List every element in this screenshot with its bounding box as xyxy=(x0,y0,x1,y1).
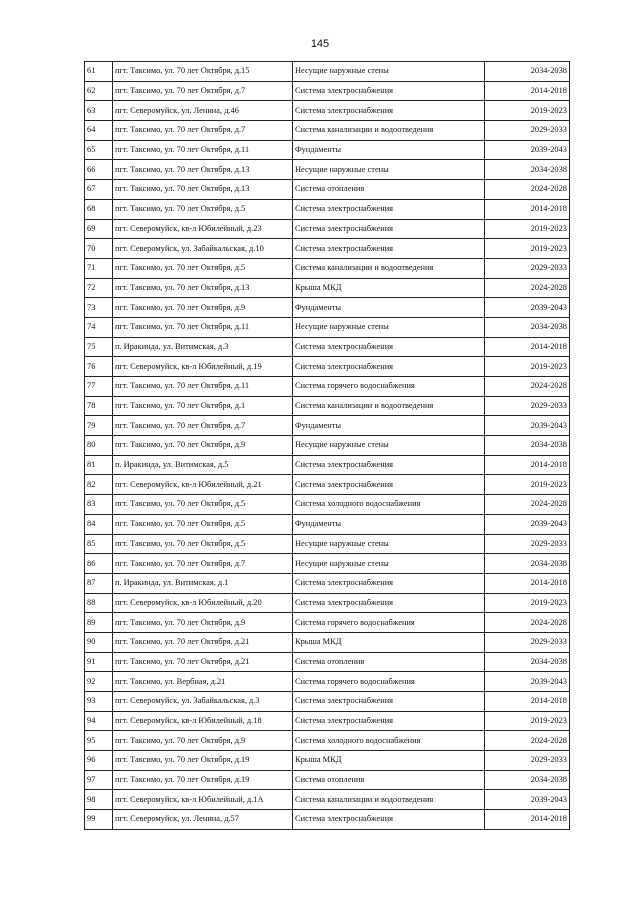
table-row xyxy=(85,337,570,357)
building-system-cell: Несущие наружные стены xyxy=(293,317,485,337)
address-cell: пгт. Северомуйск, ул. Забайкальская, д.3 xyxy=(113,692,293,712)
address-cell: пгт. Таксимо, ул. 70 лет Октября, д.19 xyxy=(113,751,293,771)
building-system-cell: Фундаменты xyxy=(293,416,485,436)
building-system-cell: Система канализации и водоотведения xyxy=(293,790,485,810)
repair-period-cell: 2029-2033 xyxy=(485,121,570,141)
row-number-cell: 71 xyxy=(85,258,113,278)
building-system-cell: Система горячего водоснабжения xyxy=(293,377,485,397)
repair-period-cell: 2024-2028 xyxy=(485,180,570,200)
table-row xyxy=(85,81,570,101)
repair-period-cell: 2024-2028 xyxy=(485,731,570,751)
repair-period-cell: 2034-2038 xyxy=(485,317,570,337)
repair-period-cell: 2034-2038 xyxy=(485,160,570,180)
table-row xyxy=(85,770,570,790)
address-cell: пгт. Северомуйск, ул. Ленина, д.46 xyxy=(113,101,293,121)
building-system-cell: Несущие наружные стены xyxy=(293,534,485,554)
address-cell: пгт. Таксимо, ул. 70 лет Октября, д.9 xyxy=(113,436,293,456)
building-system-cell: Система отопления xyxy=(293,180,485,200)
address-cell: пгт. Северомуйск, ул. Ленина, д.57 xyxy=(113,810,293,830)
row-number-cell: 80 xyxy=(85,436,113,456)
repair-period-cell: 2024-2028 xyxy=(485,377,570,397)
address-cell: пгт. Таксимо, ул. 70 лет Октября, д.21 xyxy=(113,632,293,652)
row-number-cell: 79 xyxy=(85,416,113,436)
row-number-cell: 64 xyxy=(85,121,113,141)
building-system-cell: Система отопления xyxy=(293,652,485,672)
building-system-cell: Система электроснабжения xyxy=(293,810,485,830)
building-system-cell: Крыша МКД xyxy=(293,751,485,771)
repair-period-cell: 2029-2033 xyxy=(485,632,570,652)
address-cell: пгт. Таксимо, ул. 70 лет Октября, д.9 xyxy=(113,613,293,633)
repair-period-cell: 2014-2018 xyxy=(485,81,570,101)
row-number-cell: 98 xyxy=(85,790,113,810)
address-cell: пгт. Таксимо, ул. 70 лет Октября, д.19 xyxy=(113,770,293,790)
table-row xyxy=(85,711,570,731)
table-row xyxy=(85,377,570,397)
address-cell: пгт. Таксимо, ул. 70 лет Октября, д.11 xyxy=(113,140,293,160)
building-system-cell: Крыша МКД xyxy=(293,278,485,298)
row-number-cell: 91 xyxy=(85,652,113,672)
repair-period-cell: 2019-2023 xyxy=(485,219,570,239)
row-number-cell: 87 xyxy=(85,573,113,593)
address-cell: пгт. Таксимо, ул. 70 лет Октября, д.5 xyxy=(113,514,293,534)
table-row xyxy=(85,160,570,180)
address-cell: пгт. Северомуйск, кв-л Юбилейный, д.1А xyxy=(113,790,293,810)
row-number-cell: 74 xyxy=(85,317,113,337)
table-row xyxy=(85,613,570,633)
address-cell: пгт. Таксимо, ул. 70 лет Октября, д.7 xyxy=(113,121,293,141)
address-cell: пгт. Таксимо, ул. 70 лет Октября, д.9 xyxy=(113,298,293,318)
address-cell: пгт. Северомуйск, кв-л Юбилейный, д.23 xyxy=(113,219,293,239)
table-row xyxy=(85,810,570,830)
repair-period-cell: 2019-2023 xyxy=(485,239,570,259)
table-row xyxy=(85,554,570,574)
table-row xyxy=(85,239,570,259)
address-cell: пгт. Таксимо, ул. 70 лет Октября, д.5 xyxy=(113,534,293,554)
row-number-cell: 88 xyxy=(85,593,113,613)
address-cell: пгт. Таксимо, ул. 70 лет Октября, д.13 xyxy=(113,180,293,200)
row-number-cell: 81 xyxy=(85,455,113,475)
address-cell: пгт. Северомуйск, кв-л Юбилейный, д.20 xyxy=(113,593,293,613)
building-system-cell: Система электроснабжения xyxy=(293,199,485,219)
repair-period-cell: 2039-2043 xyxy=(485,298,570,318)
address-cell: пгт. Таксимо, ул. Вербная, д.21 xyxy=(113,672,293,692)
address-cell: пгт. Таксимо, ул. 70 лет Октября, д.5 xyxy=(113,258,293,278)
building-system-cell: Система холодного водоснабжения xyxy=(293,731,485,751)
address-cell: пгт. Таксимо, ул. 70 лет Октября, д.13 xyxy=(113,160,293,180)
row-number-cell: 95 xyxy=(85,731,113,751)
table-row xyxy=(85,357,570,377)
row-number-cell: 83 xyxy=(85,495,113,515)
repair-period-cell: 2034-2038 xyxy=(485,554,570,574)
table-row xyxy=(85,632,570,652)
building-system-cell: Система электроснабжения xyxy=(293,711,485,731)
row-number-cell: 99 xyxy=(85,810,113,830)
building-system-cell: Система электроснабжения xyxy=(293,455,485,475)
row-number-cell: 67 xyxy=(85,180,113,200)
building-system-cell: Система электроснабжения xyxy=(293,573,485,593)
address-cell: пгт. Северомуйск, кв-л Юбилейный, д.21 xyxy=(113,475,293,495)
table-row xyxy=(85,62,570,82)
address-cell: пгт. Таксимо, ул. 70 лет Октября, д.7 xyxy=(113,81,293,101)
row-number-cell: 66 xyxy=(85,160,113,180)
repair-schedule-table xyxy=(84,61,570,830)
repair-period-cell: 2039-2043 xyxy=(485,672,570,692)
table-row xyxy=(85,751,570,771)
repair-period-cell: 2014-2018 xyxy=(485,692,570,712)
repair-period-cell: 2029-2033 xyxy=(485,534,570,554)
row-number-cell: 75 xyxy=(85,337,113,357)
address-cell: пгт. Таксимо, ул. 70 лет Октября, д.9 xyxy=(113,731,293,751)
row-number-cell: 61 xyxy=(85,62,113,82)
table-row xyxy=(85,219,570,239)
repair-period-cell: 2014-2018 xyxy=(485,337,570,357)
address-cell: пгт. Таксимо, ул. 70 лет Октября, д.7 xyxy=(113,554,293,574)
building-system-cell: Несущие наружные стены xyxy=(293,62,485,82)
address-cell: пгт. Северомуйск, ул. Забайкальская, д.10 xyxy=(113,239,293,259)
repair-period-cell: 2024-2028 xyxy=(485,613,570,633)
table-row xyxy=(85,396,570,416)
address-cell: пгт. Таксимо, ул. 70 лет Октября, д.15 xyxy=(113,62,293,82)
address-cell: п. Иракинда, ул. Витимская, д.3 xyxy=(113,337,293,357)
table-row xyxy=(85,652,570,672)
address-cell: пгт. Таксимо, ул. 70 лет Октября, д.5 xyxy=(113,199,293,219)
building-system-cell: Фундаменты xyxy=(293,298,485,318)
table-row xyxy=(85,475,570,495)
row-number-cell: 73 xyxy=(85,298,113,318)
address-cell: п. Иракинда, ул. Витимская, д.5 xyxy=(113,455,293,475)
table-row xyxy=(85,416,570,436)
address-cell: пгт. Северомуйск, кв-л Юбилейный, д.19 xyxy=(113,357,293,377)
building-system-cell: Система электроснабжения xyxy=(293,239,485,259)
table-body xyxy=(85,62,570,830)
row-number-cell: 65 xyxy=(85,140,113,160)
repair-period-cell: 2014-2018 xyxy=(485,810,570,830)
repair-period-cell: 2039-2043 xyxy=(485,790,570,810)
repair-period-cell: 2019-2023 xyxy=(485,475,570,495)
building-system-cell: Фундаменты xyxy=(293,140,485,160)
building-system-cell: Система горячего водоснабжения xyxy=(293,672,485,692)
building-system-cell: Система горячего водоснабжения xyxy=(293,613,485,633)
building-system-cell: Система канализации и водоотведения xyxy=(293,258,485,278)
row-number-cell: 93 xyxy=(85,692,113,712)
building-system-cell: Несущие наружные стены xyxy=(293,554,485,574)
row-number-cell: 69 xyxy=(85,219,113,239)
repair-period-cell: 2039-2043 xyxy=(485,416,570,436)
row-number-cell: 94 xyxy=(85,711,113,731)
table-row xyxy=(85,495,570,515)
building-system-cell: Система канализации и водоотведения xyxy=(293,396,485,416)
table-row xyxy=(85,593,570,613)
table-row xyxy=(85,121,570,141)
table-row xyxy=(85,101,570,121)
repair-period-cell: 2019-2023 xyxy=(485,711,570,731)
row-number-cell: 84 xyxy=(85,514,113,534)
address-cell: пгт. Таксимо, ул. 70 лет Октября, д.7 xyxy=(113,416,293,436)
repair-period-cell: 2034-2038 xyxy=(485,62,570,82)
table-row xyxy=(85,731,570,751)
row-number-cell: 62 xyxy=(85,81,113,101)
repair-period-cell: 2014-2018 xyxy=(485,573,570,593)
table-row xyxy=(85,317,570,337)
address-cell: пгт. Таксимо, ул. 70 лет Октября, д.13 xyxy=(113,278,293,298)
row-number-cell: 96 xyxy=(85,751,113,771)
row-number-cell: 82 xyxy=(85,475,113,495)
table-row xyxy=(85,258,570,278)
address-cell: пгт. Таксимо, ул. 70 лет Октября, д.1 xyxy=(113,396,293,416)
repair-period-cell: 2019-2023 xyxy=(485,101,570,121)
repair-period-cell: 2039-2043 xyxy=(485,140,570,160)
table-row xyxy=(85,672,570,692)
building-system-cell: Система канализации и водоотведения xyxy=(293,121,485,141)
table-row xyxy=(85,278,570,298)
table-row xyxy=(85,140,570,160)
building-system-cell: Система электроснабжения xyxy=(293,593,485,613)
table-row xyxy=(85,455,570,475)
address-cell: пгт. Таксимо, ул. 70 лет Октября, д.11 xyxy=(113,317,293,337)
address-cell: п. Иракинда, ул. Витимская, д.1 xyxy=(113,573,293,593)
building-system-cell: Крыша МКД xyxy=(293,632,485,652)
repair-period-cell: 2034-2038 xyxy=(485,436,570,456)
row-number-cell: 90 xyxy=(85,632,113,652)
row-number-cell: 76 xyxy=(85,357,113,377)
building-system-cell: Система электроснабжения xyxy=(293,337,485,357)
row-number-cell: 89 xyxy=(85,613,113,633)
row-number-cell: 77 xyxy=(85,377,113,397)
table-row xyxy=(85,180,570,200)
building-system-cell: Несущие наружные стены xyxy=(293,436,485,456)
row-number-cell: 63 xyxy=(85,101,113,121)
repair-period-cell: 2019-2023 xyxy=(485,357,570,377)
building-system-cell: Система электроснабжения xyxy=(293,81,485,101)
building-system-cell: Система электроснабжения xyxy=(293,219,485,239)
row-number-cell: 85 xyxy=(85,534,113,554)
repair-period-cell: 2014-2018 xyxy=(485,199,570,219)
repair-period-cell: 2024-2028 xyxy=(485,495,570,515)
row-number-cell: 68 xyxy=(85,199,113,219)
building-system-cell: Система электроснабжения xyxy=(293,692,485,712)
table-row xyxy=(85,692,570,712)
building-system-cell: Система отопления xyxy=(293,770,485,790)
repair-period-cell: 2019-2023 xyxy=(485,593,570,613)
row-number-cell: 86 xyxy=(85,554,113,574)
address-cell: пгт. Северомуйск, кв-л Юбилейный, д.18 xyxy=(113,711,293,731)
address-cell: пгт. Таксимо, ул. 70 лет Октября, д.5 xyxy=(113,495,293,515)
table-row xyxy=(85,573,570,593)
building-system-cell: Система электроснабжения xyxy=(293,475,485,495)
address-cell: пгт. Таксимо, ул. 70 лет Октября, д.11 xyxy=(113,377,293,397)
row-number-cell: 78 xyxy=(85,396,113,416)
address-cell: пгт. Таксимо, ул. 70 лет Октября, д.21 xyxy=(113,652,293,672)
repair-period-cell: 2034-2038 xyxy=(485,652,570,672)
table-row xyxy=(85,199,570,219)
page-number: 145 xyxy=(310,38,330,50)
repair-period-cell: 2014-2018 xyxy=(485,455,570,475)
repair-period-cell: 2029-2033 xyxy=(485,258,570,278)
building-system-cell: Система холодного водоснабжения xyxy=(293,495,485,515)
row-number-cell: 97 xyxy=(85,770,113,790)
repair-period-cell: 2029-2033 xyxy=(485,396,570,416)
row-number-cell: 72 xyxy=(85,278,113,298)
building-system-cell: Несущие наружные стены xyxy=(293,160,485,180)
row-number-cell: 92 xyxy=(85,672,113,692)
repair-period-cell: 2024-2028 xyxy=(485,278,570,298)
building-system-cell: Система электроснабжения xyxy=(293,357,485,377)
building-system-cell: Система электроснабжения xyxy=(293,101,485,121)
repair-period-cell: 2029-2033 xyxy=(485,751,570,771)
repair-period-cell: 2039-2043 xyxy=(485,514,570,534)
table-row xyxy=(85,534,570,554)
table-row xyxy=(85,436,570,456)
row-number-cell: 70 xyxy=(85,239,113,259)
repair-period-cell: 2034-2038 xyxy=(485,770,570,790)
table-row xyxy=(85,514,570,534)
building-system-cell: Фундаменты xyxy=(293,514,485,534)
table-row xyxy=(85,790,570,810)
table-row xyxy=(85,298,570,318)
